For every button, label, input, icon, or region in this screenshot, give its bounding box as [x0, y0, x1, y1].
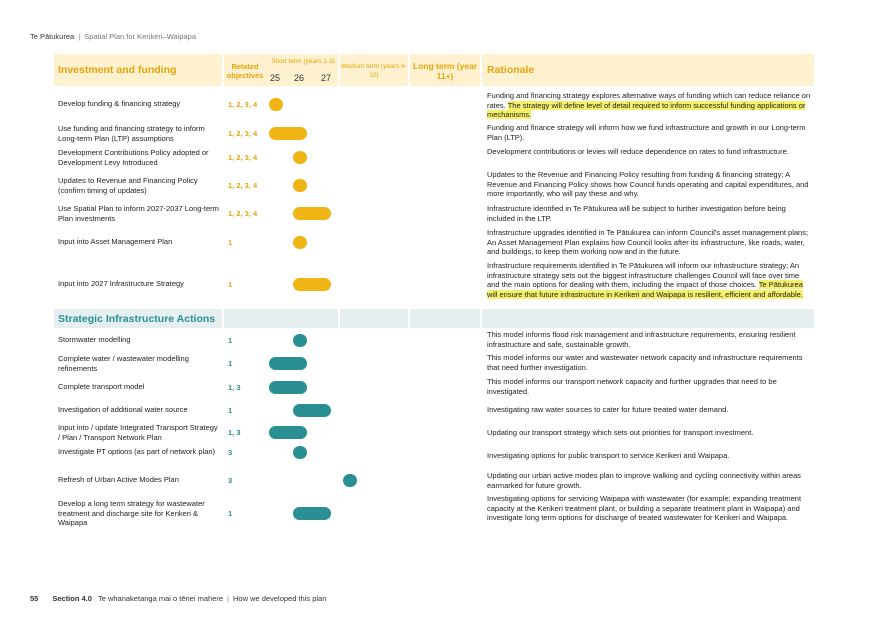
timeline-bar	[293, 334, 307, 347]
timeline-bar	[269, 357, 307, 370]
rationale-body: This model informs our water and wastewater network capacity and infrastructure requirements that need further investigation.	[487, 353, 803, 372]
timeline-bar	[293, 151, 307, 164]
action-label: Develop funding & financing strategy	[58, 99, 181, 108]
rationale-text	[487, 123, 812, 142]
timeline-bar	[293, 507, 331, 520]
timeline-bar	[293, 278, 331, 291]
objectives-value: 3	[228, 447, 233, 457]
rationale-body: Funding and finance strategy will inform how we fund infrastructure and growth in our Long-term Plan (LTP).	[487, 123, 806, 142]
timeline-bar	[293, 179, 307, 192]
year-25: 25	[269, 73, 280, 83]
rationale-text	[487, 261, 812, 299]
action-label: Use funding and financing strategy to inform Long-term Plan (LTP) assumptions	[58, 124, 205, 143]
rationale-body: Infrastructure upgrades identified in Te Pātukurea can inform Council's asset management plans; An Asset Management Plan explains how Council looks after its infrastructure, like roads, water, and buildings, to keep them working now and in the future.	[487, 228, 809, 256]
objectives-value: 1, 2, 3, 4	[228, 181, 258, 190]
rationale-highlight: The strategy will define level of detail required to inform successful funding applications or mechanisms.	[487, 100, 806, 119]
rationale-highlight: Te Pātukurea will ensure that future infrastructure in Kerikeri and Waipapa is resilient, efficient and affordable.	[487, 280, 803, 299]
timeline-bar	[269, 127, 307, 140]
action-label: Stormwater modelling	[58, 335, 131, 344]
timeline-bar	[293, 404, 331, 417]
section-band	[340, 309, 408, 328]
rationale-text	[487, 377, 812, 396]
action-label: Develop a long term strategy for wastewater treatment and discharge site for Kerikeri & Waipapa	[58, 499, 205, 527]
section-subtitle: How we developed this plan	[233, 594, 327, 603]
objectives-value: 1	[228, 237, 233, 247]
objectives-value: 1	[228, 359, 233, 368]
rationale-text	[487, 428, 812, 438]
action-label: Input into 2027 Infrastructure Strategy	[58, 279, 184, 288]
year-27: 27	[320, 73, 331, 83]
short-term-heading: Short term (years 1-3)	[271, 58, 335, 65]
action-label: Input into Asset Management Plan	[58, 237, 173, 246]
rationale-body: Investigating options for servicing Waipapa with wastewater (for example: expanding treatment capacity at the Kerikeri treatment plant, or building a separate treatment plant in Waipapa) and investigate long term options for discharge of treated wastewater for Kerikeri and Waipapa.	[487, 494, 802, 522]
section-band	[410, 309, 480, 328]
rationale-body: Infrastructure identified in Te Pātukurea will be subject to further investigation before being included in the LTP.	[487, 204, 786, 223]
doc-subtitle: Spatial Plan for Kerikeri–Waipapa	[84, 32, 197, 41]
rationale-body: Investigating raw water sources to cater for future treated water demand.	[487, 405, 729, 414]
section-band	[224, 309, 266, 328]
objectives-value: 1	[228, 405, 233, 415]
section-band	[482, 309, 814, 328]
rationale-body: This model informs our transport network capacity and further upgrades that need to be investigated.	[487, 377, 777, 396]
rationale-text	[487, 471, 812, 490]
action-label: Complete transport model	[58, 382, 145, 391]
action-label: Development Contributions Policy adopted or Development Levy Introduced	[58, 148, 209, 167]
footer-separator: |	[227, 594, 229, 603]
rationale-body: Funding and financing strategy explores alternative ways of funding which can reduce reliance on rates.	[487, 91, 811, 110]
rationale-body: Updating our urban active modes plan to improve walking and cycling connectivity within areas earmarked for future growth.	[487, 471, 801, 490]
long-term-heading: Long term (year 11+)	[412, 61, 478, 81]
section-title: Te whanaketanga mai o tēnei mahere	[97, 594, 224, 603]
timeline-bar	[269, 381, 307, 394]
timeline-bar	[343, 474, 357, 487]
year-26: 26	[293, 73, 304, 83]
medium-term-heading: Medium term (years 4-10)	[341, 63, 407, 79]
objectives-value: 1	[228, 509, 233, 518]
section-band	[266, 309, 338, 328]
action-label: Investigation of additional water source	[58, 405, 188, 414]
action-label: Refresh of Urban Active Modes Plan	[58, 475, 179, 484]
objectives-heading: Related objectives	[226, 62, 264, 80]
rationale-text	[487, 405, 812, 415]
rationale-body: Investigating options for public transport to service Kerikeri and Waipapa.	[487, 451, 730, 460]
timeline-bar	[269, 426, 307, 439]
objectives-value: 1, 2, 3, 4	[228, 209, 258, 218]
objectives-value: 1, 2, 3, 4	[228, 99, 258, 109]
page-header	[30, 32, 196, 41]
rationale-text	[487, 228, 812, 257]
rationale-text	[487, 170, 812, 199]
rationale-body: Updates to the Revenue and Financing Policy resulting from funding & financing strategy; A Revenue and Financing Policy shows how Council funds operating and capital expenditures, and more importantly, who will pay these and why.	[487, 170, 809, 198]
objectives-value: 1, 3	[228, 428, 241, 437]
rationale-text	[487, 91, 812, 120]
objectives-value: 1	[228, 279, 233, 289]
rationale-text	[487, 494, 812, 523]
action-label: Use Spatial Plan to inform 2027-2037 Long-term Plan investments	[58, 204, 219, 223]
page-number: 55	[30, 594, 39, 603]
rationale-text	[487, 353, 812, 372]
objectives-value: 1, 2, 3, 4	[228, 153, 258, 162]
rationale-text	[487, 330, 812, 349]
strategic-heading: Strategic Infrastructure Actions	[58, 313, 216, 325]
action-label: Updates to Revenue and Financing Policy (confirm timing of updates)	[58, 176, 198, 195]
section-number: Section 4.0	[52, 594, 92, 603]
page-footer	[30, 594, 326, 603]
objectives-value: 1, 2, 3, 4	[228, 129, 258, 138]
header-separator: |	[78, 32, 81, 41]
rationale-heading: Rationale	[487, 64, 535, 76]
rationale-body: Infrastructure requirements identified in Te Pātukurea will inform our infrastructure strategy; An infrastructure strategy sets out the biggest infrastructure challenges Council will face over time and the main options for dealing with them, including the impact of those choices.	[487, 261, 800, 289]
timeline-bar	[293, 236, 307, 249]
action-label: Input into / update Integrated Transport Strategy / Plan / Transport Network Plan	[58, 423, 218, 442]
investment-heading: Investment and funding	[58, 64, 177, 76]
objectives-value: 1, 3	[228, 382, 241, 392]
timeline-bar	[293, 207, 331, 220]
rationale-body: This model informs flood risk management and infrastructure requirements, ensuring resilient infrastructure and safe, sustainable growth.	[487, 330, 796, 349]
rationale-text	[487, 204, 812, 223]
rationale-text	[487, 451, 812, 461]
timeline-bar	[293, 446, 307, 459]
objectives-value: 3	[228, 475, 233, 485]
objectives-value: 1	[228, 335, 233, 345]
timeline-bar	[269, 98, 283, 111]
rationale-body: Updating our transport strategy which sets out priorities for transport investment.	[487, 428, 754, 437]
rationale-body: Development contributions or levies will reduce dependence on rates to fund infrastructure.	[487, 147, 789, 156]
action-label: Investigate PT options (as part of network plan)	[58, 447, 216, 456]
doc-title: Te Pātukurea	[30, 32, 75, 41]
rationale-text	[487, 147, 812, 157]
action-label: Complete water / wastewater modelling refinements	[58, 354, 189, 373]
